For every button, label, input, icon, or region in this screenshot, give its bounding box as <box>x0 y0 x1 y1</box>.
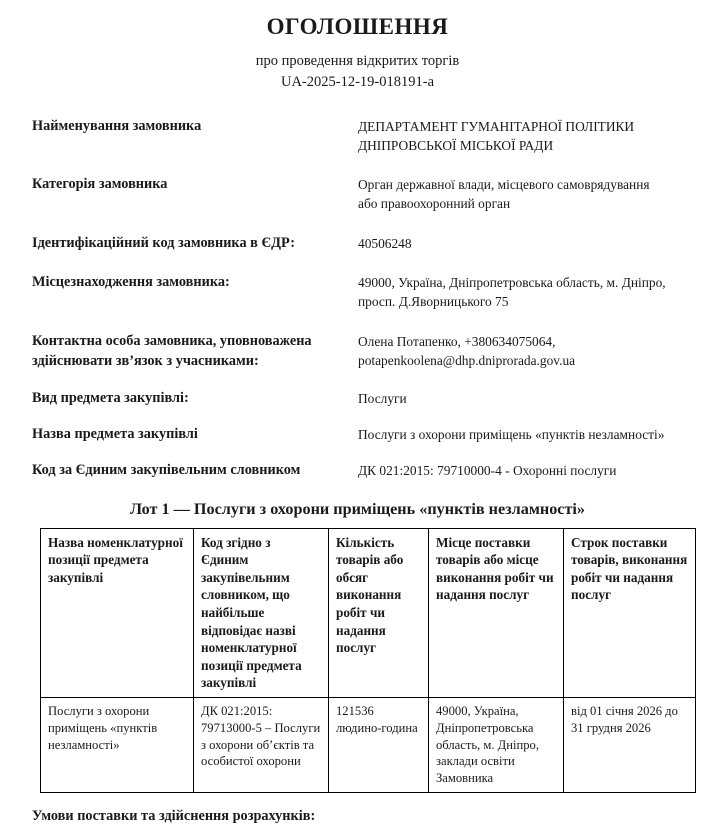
table-row <box>41 697 696 792</box>
cell-place: 49000, Україна, Дніпропетровська область, м. Дніпро, заклади освіти Замовника <box>429 697 564 792</box>
cell-term: від 01 січня 2026 до 31 грудня 2026 <box>564 697 696 792</box>
field-label: Назва предмета закупівлі <box>32 426 198 442</box>
value-line: 49000, Україна, Дніпропетровська область, м. Дніпро, <box>358 275 666 291</box>
field-value <box>358 388 693 408</box>
document-page <box>0 13 715 825</box>
document-title: ОГОЛОШЕННЯ <box>266 14 449 39</box>
field-value <box>358 116 693 155</box>
field-row-customer-edr-code <box>32 233 693 253</box>
column-header-cpv: Код згідно з Єдиним закупівельним словником, що найбільше відповідає назві номенклатурної позиції предмета закупівлі <box>194 528 329 697</box>
value-line: 40506248 <box>358 235 412 251</box>
field-value <box>358 233 693 253</box>
column-header-name: Назва номенклатурної позиції предмета закупівлі <box>41 528 194 697</box>
customer-details-list <box>0 116 715 481</box>
cell-cpv: ДК 021:2015: 79713000-5 – Послуги з охорони об’єктів та особистої охорони <box>194 697 329 792</box>
field-label: Категорія замовника <box>32 175 168 192</box>
field-row-customer-name <box>32 116 693 155</box>
value-line: або правоохоронний орган <box>358 195 511 211</box>
cell-quantity: 121536 людино-година <box>329 697 429 792</box>
field-label: Місцезнаходження замовника: <box>32 274 230 291</box>
table-header-row <box>41 528 696 697</box>
value-line: Послуги з охорони приміщень «пунктів незламності» <box>358 427 665 442</box>
label-line: Контактна особа замовника, <box>32 333 217 350</box>
field-label <box>32 331 358 372</box>
lot-table <box>40 528 696 793</box>
field-row-cpv-code <box>32 460 693 480</box>
label-line: учасниками: <box>175 353 259 370</box>
announcement-id: UA-2025-12-19-018191-а <box>280 73 435 90</box>
field-value <box>358 272 693 311</box>
field-value <box>358 424 693 444</box>
field-value <box>358 174 693 213</box>
lot-table-container <box>0 528 715 793</box>
value-line: ДК 021:2015: 79710000-4 - Охоронні послуги <box>358 463 617 479</box>
lot-heading: Лот 1 — Послуги з охорони приміщень «пунктів незламності» <box>129 499 586 518</box>
section-heading-delivery-terms: Умови поставки та здійснення розрахунків: <box>32 808 316 825</box>
field-row-customer-category <box>32 174 693 213</box>
field-row-procurement-type <box>32 388 693 408</box>
field-value <box>358 460 693 480</box>
label-line: уповноважена здійснювати зв’язок з <box>32 333 312 370</box>
cell-name: Послуги з охорони приміщень «пунктів незламності» <box>41 697 194 792</box>
value-line: ДЕПАРТАМЕНТ ГУМАНІТАРНОЇ ПОЛІТИКИ <box>358 118 635 134</box>
value-line: ДНІПРОВСЬКОЇ МІСЬКОЇ РАДИ <box>358 137 554 153</box>
field-value <box>358 331 693 370</box>
value-line: Орган державної влади, місцевого самоврядування <box>358 176 650 192</box>
contact-email: potapenkoolena@dhp.dniprorada.gov.ua <box>358 353 576 369</box>
contact-name-phone: Олена Потапенко, +380634075064, <box>358 334 556 350</box>
field-label: Вид предмета закупівлі: <box>32 389 189 406</box>
value-line: Послуги <box>358 390 407 406</box>
value-line: просп. Д.Яворницького 75 <box>358 294 509 310</box>
field-row-procurement-title <box>32 424 693 444</box>
field-label: Ідентифікаційний код замовника в ЄДР: <box>32 234 296 251</box>
document-subtitle: про проведення відкритих торгів <box>255 52 460 69</box>
column-header-quantity: Кількість товарів або обсяг виконання робіт чи надання послуг <box>329 528 429 697</box>
field-row-customer-location <box>32 272 693 311</box>
column-header-place: Місце поставки товарів або місце виконання робіт чи надання послуг <box>429 528 564 697</box>
field-label: Найменування замовника <box>32 117 202 134</box>
column-header-term: Строк поставки товарів, виконання робіт чи надання послуг <box>564 528 696 697</box>
field-label: Код за Єдиним закупівельним словником <box>32 462 301 479</box>
field-row-contact-person <box>32 331 693 372</box>
